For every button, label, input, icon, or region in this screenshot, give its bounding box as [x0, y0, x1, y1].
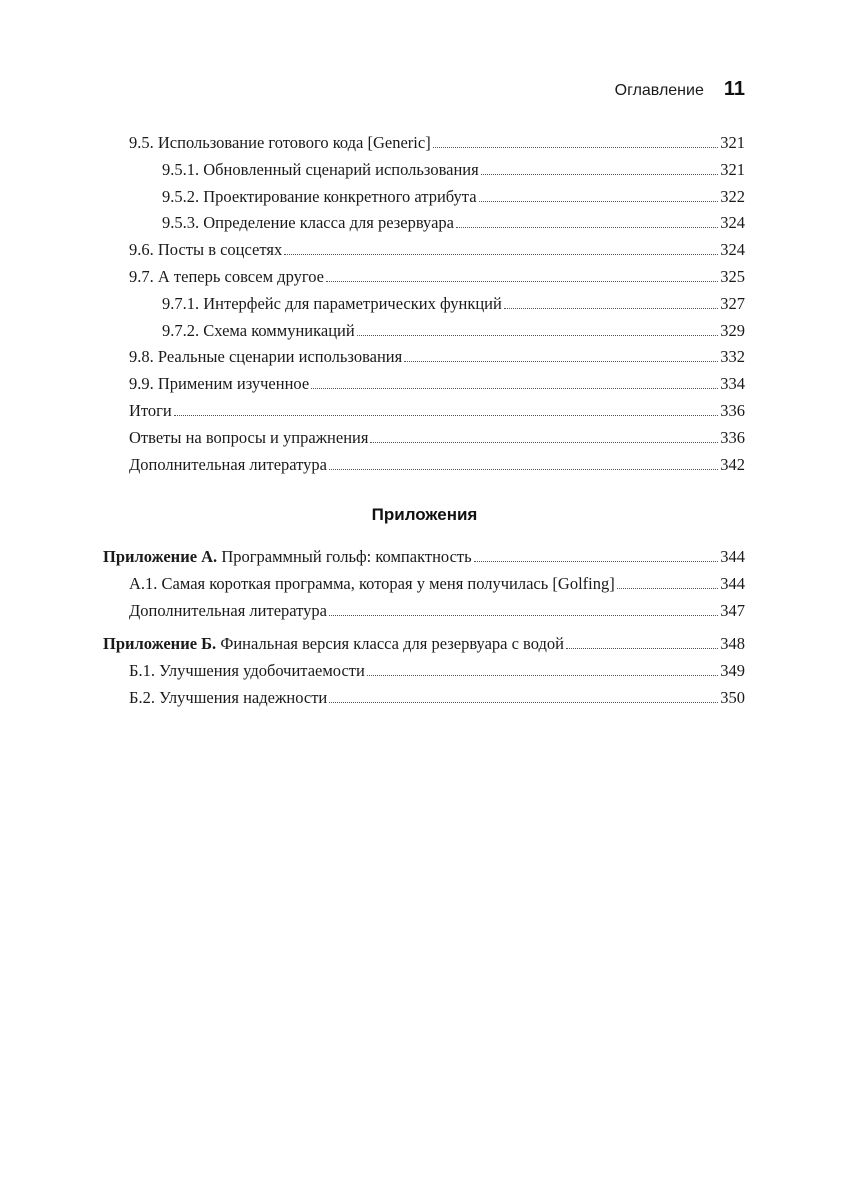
toc-entry[interactable] — [129, 184, 745, 211]
toc-entry-title: Дополнительная литература — [129, 600, 327, 620]
toc-entry-page: 327 — [720, 293, 745, 313]
toc-entry[interactable] — [129, 658, 745, 685]
dot-leader — [481, 174, 719, 175]
dot-leader — [174, 415, 718, 416]
toc-entry-page: 324 — [720, 213, 745, 233]
toc-entry-page: 344 — [720, 573, 745, 593]
appendix-b-title: Финальная версия класса для резервуара с водой — [220, 634, 564, 654]
page-number: 11 — [723, 78, 745, 100]
toc-entry-page: 347 — [720, 600, 745, 620]
toc-entry-title: 9.6. Посты в соцсетях — [129, 240, 283, 260]
appendix-b-entry[interactable] — [103, 631, 745, 658]
appendix-a-entry[interactable] — [103, 544, 745, 571]
toc-entry[interactable] — [129, 452, 745, 479]
toc-entry[interactable] — [129, 598, 745, 625]
dot-leader — [329, 615, 718, 616]
toc-entry[interactable] — [129, 425, 745, 452]
running-header — [0, 78, 745, 104]
dot-leader — [311, 388, 718, 389]
toc-entry-title: Б.1. Улучшения удобочитаемости — [129, 661, 365, 681]
dot-leader — [404, 361, 718, 362]
toc-entry-page: 336 — [720, 427, 745, 447]
table-of-contents — [129, 130, 745, 478]
dot-leader — [357, 335, 719, 336]
appendix-a-label: Приложение А. — [103, 547, 218, 566]
toc-entry-title: А.1. Самая короткая программа, которая у меня получилась [Golfing] — [129, 573, 615, 593]
toc-entry-page: 349 — [720, 661, 745, 681]
toc-entry[interactable] — [129, 157, 745, 184]
toc-entry-title: Итоги — [129, 400, 172, 420]
toc-entry[interactable] — [129, 264, 745, 291]
dot-leader — [479, 201, 719, 202]
running-header-title: Оглавление — [614, 82, 704, 99]
toc-entry[interactable] — [129, 398, 745, 425]
dot-leader — [367, 675, 718, 676]
dot-leader — [504, 308, 718, 309]
toc-entry-page: 321 — [720, 159, 745, 179]
toc-entry-title — [103, 544, 472, 571]
toc-entry-page: 342 — [720, 454, 745, 474]
spacer — [129, 624, 745, 631]
appendix-b-label: Приложение Б. — [103, 634, 217, 654]
toc-entry-page: 336 — [720, 400, 745, 420]
toc-entry[interactable] — [129, 318, 745, 345]
toc-entry[interactable] — [129, 130, 745, 157]
toc-entry-title: 9.5.1. Обновленный сценарий использования — [162, 159, 479, 179]
toc-entry-title: 9.9. Применим изученное — [129, 374, 310, 394]
toc-entry-page: 325 — [720, 266, 745, 286]
toc-entry[interactable] — [129, 685, 745, 712]
toc-entry-title: 9.7. А теперь совсем другое — [129, 266, 324, 286]
toc-entry-page: 321 — [720, 133, 745, 152]
toc-entry-page: 334 — [720, 374, 745, 394]
dot-leader — [456, 227, 718, 228]
toc-entry-title: 9.7.1. Интерфейс для параметрических функций — [162, 293, 502, 313]
appendices-toc — [103, 544, 745, 712]
toc-entry-title: Дополнительная литература — [129, 454, 327, 474]
dot-leader — [329, 702, 718, 703]
toc-entry[interactable] — [129, 344, 745, 371]
toc-entry-page: 332 — [720, 347, 745, 367]
dot-leader — [370, 442, 718, 443]
toc-entry[interactable] — [129, 291, 745, 318]
dot-leader — [433, 147, 719, 148]
toc-entry-page: 329 — [720, 320, 745, 340]
toc-entry-page: 350 — [720, 687, 745, 707]
toc-entry-title: 9.5.3. Определение класса для резервуара — [162, 213, 454, 233]
dot-leader — [326, 281, 718, 282]
toc-entry-title: Ответы на вопросы и упражнения — [129, 427, 369, 447]
dot-leader — [474, 561, 719, 562]
toc-entry[interactable] — [129, 237, 745, 264]
toc-entry[interactable] — [129, 571, 745, 598]
dot-leader — [566, 648, 718, 649]
toc-entry[interactable] — [129, 371, 745, 398]
appendices-heading: Приложения — [371, 505, 478, 524]
toc-entry-page: 324 — [720, 240, 745, 260]
toc-entry-title: 9.8. Реальные сценарии использования — [129, 347, 403, 367]
toc-entry[interactable] — [129, 210, 745, 237]
toc-entry-page: 322 — [720, 186, 745, 206]
toc-entry-page: 344 — [720, 547, 745, 566]
toc-entry-page: 348 — [720, 634, 745, 654]
toc-entry-title — [103, 631, 564, 658]
dot-leader — [617, 588, 719, 589]
toc-entry-title: Б.2. Улучшения надежности — [129, 687, 328, 707]
appendix-a-title: Программный гольф: компактность — [221, 547, 472, 566]
toc-entry-title: 9.7.2. Схема коммуникаций — [162, 320, 355, 340]
dot-leader — [329, 469, 718, 470]
toc-entry-title: 9.5. Использование готового кода [Generic] — [129, 133, 431, 152]
toc-entry-title: 9.5.2. Проектирование конкретного атрибута — [162, 186, 477, 206]
dot-leader — [284, 254, 718, 255]
